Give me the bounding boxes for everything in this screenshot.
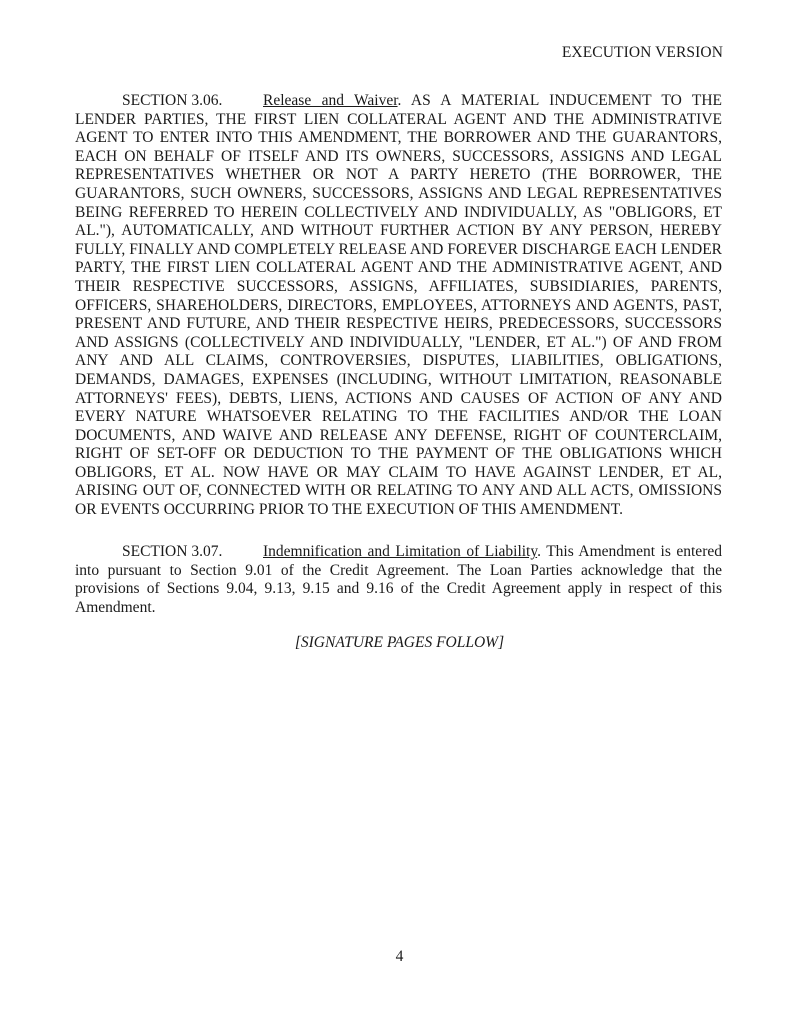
section-number: SECTION 3.06.	[122, 92, 223, 109]
section-3-07	[75, 543, 722, 617]
execution-version-header: EXECUTION VERSION	[561, 44, 723, 61]
section-title: Release and Waiver	[263, 92, 398, 109]
section-body: . AS A MATERIAL INDUCEMENT TO THE LENDER PARTIES, THE FIRST LIEN COLLATERAL AGENT AND THE ADMINISTRATIVE AGENT TO ENTER INTO THIS AMENDMENT, THE BORROWER AND THE GUARANTORS, EACH ON BEHALF OF ITSELF AND ITS OWNERS, SUCCESSORS, ASSIGNS AND LEGAL REPRESENTATIVES WHETHER OR NOT A PARTY HERETO (THE BORROWER, THE GUARANTORS, SUCH OWNERS, SUCCESSORS, ASSIGNS AND LEGAL REPRESENTATIVES BEING REFERRED TO HEREIN COLLECTIVELY AND INDIVIDUALLY, AS "OBLIGORS, ET AL."), AUTOMATICALLY, AND WITHOUT FURTHER ACTION BY ANY PERSON, HEREBY FULLY, FINALLY AND COMPLETELY RELEASE AND FOREVER DISCHARGE EACH LENDER PARTY, THE FIRST LIEN COLLATERAL AGENT AND THE ADMINISTRATIVE AGENT, AND THEIR RESPECTIVE SUCCESSORS, ASSIGNS, AFFILIATES, SUBSIDIARIES, PARENTS, OFFICERS, SHAREHOLDERS, DIRECTORS, EMPLOYEES, ATTORNEYS AND AGENTS, PAST, PRESENT AND FUTURE, AND THEIR RESPECTIVE HEIRS, PREDECESSORS, SUCCESSORS AND ASSIGNS (COLLECTIVELY AND INDIVIDUALLY, "LENDER, ET AL.") OF AND FROM ANY AND ALL CLAIMS, CONTROVERSIES, DISPUTES, LIABILITIES, OBLIGATIONS, DEMANDS, DAMAGES, EXPENSES (INCLUDING, WITHOUT LIMITATION, REASONABLE ATTORNEYS' FEES), DEBTS, LIENS, ACTIONS AND CAUSES OF ACTION OF ANY AND EVERY NATURE WHATSOEVER RELATING TO THE FACILITIES AND/OR THE LOAN DOCUMENTS, AND WAIVE AND RELEASE ANY DEFENSE, RIGHT OF COUNTERCLAIM, RIGHT OF SET-OFF OR DEDUCTION TO THE PAYMENT OF THE OBLIGATIONS WHICH OBLIGORS, ET AL. NOW HAVE OR MAY CLAIM TO HAVE AGAINST LENDER, ET AL, ARISING OUT OF, CONNECTED WITH OR RELATING TO ANY AND ALL ACTS, OMISSIONS OR EVENTS OCCURRING PRIOR TO THE EXECUTION OF THIS AMENDMENT.	[75, 92, 722, 519]
section-number: SECTION 3.07.	[122, 543, 223, 560]
section-3-06	[75, 92, 722, 520]
section-body: . This Amendment is entered into pursuant to Section 9.01 of the Credit Agreement. The Loan Parties acknowledge that the provisions of Sections 9.04, 9.13, 9.15 and 9.16 of the Credit Agreement apply in respect of this Amendment.	[75, 543, 722, 616]
page-number: 4	[395, 948, 404, 965]
section-title: Indemnification and Limitation of Liability	[263, 543, 538, 560]
signature-pages-follow-note: [SIGNATURE PAGES FOLLOW]	[294, 634, 505, 651]
